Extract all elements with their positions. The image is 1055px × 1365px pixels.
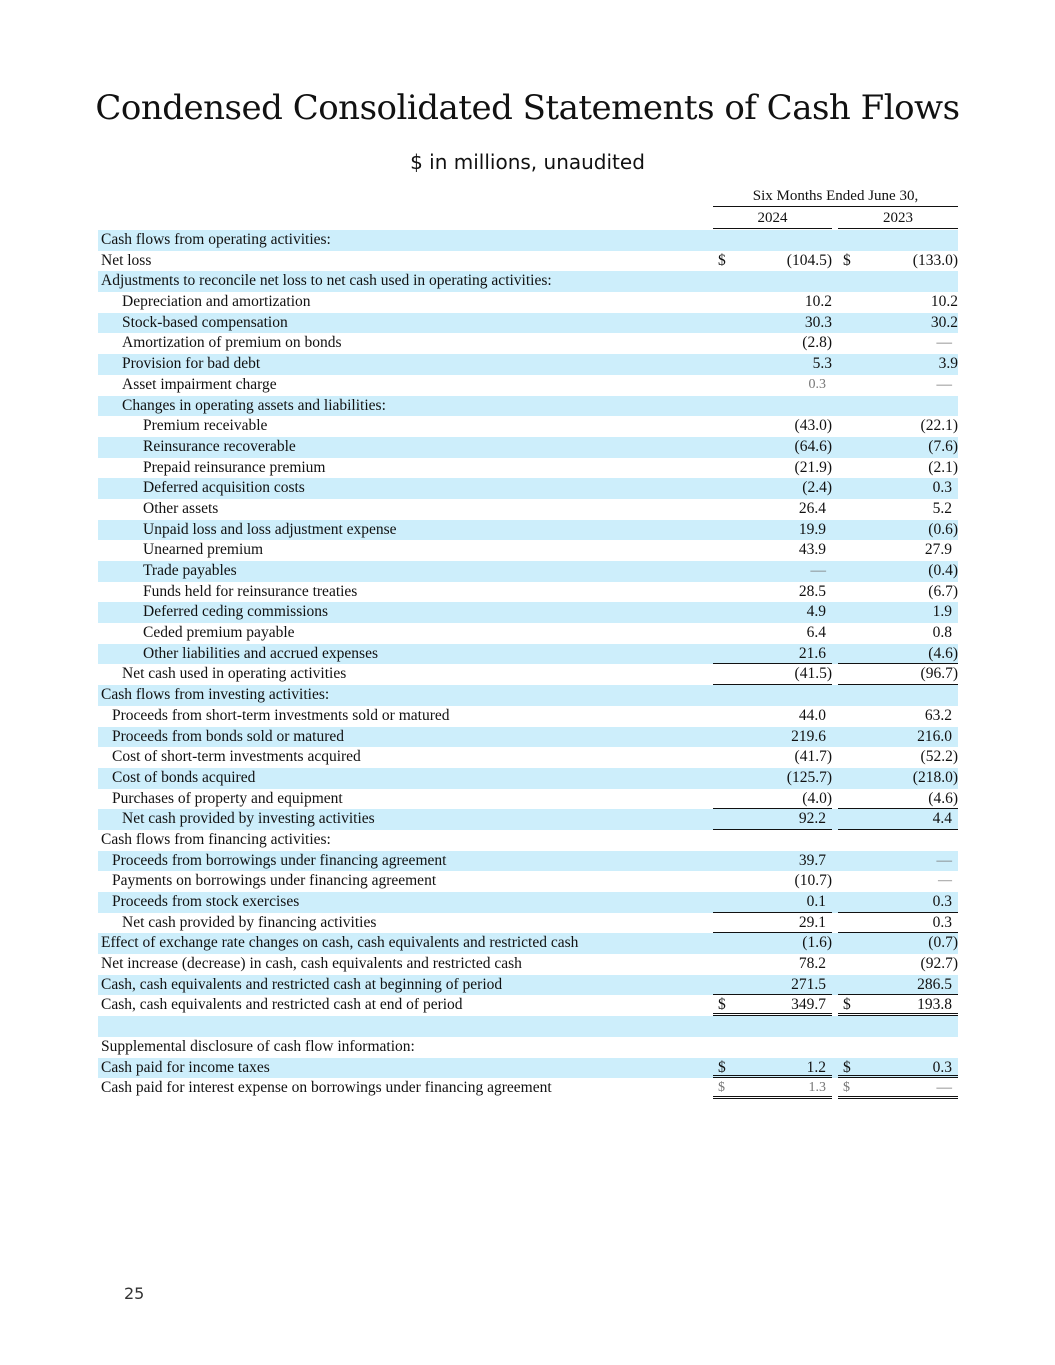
row-label: Net cash used in operating activities <box>122 665 347 683</box>
row-label: Deferred ceding commissions <box>143 603 329 621</box>
row-label: Premium receivable <box>143 417 268 435</box>
value-2023: (4.6) <box>928 644 958 662</box>
row-label: Net cash provided by financing activities <box>122 913 377 931</box>
table-row <box>98 437 958 458</box>
value-2023: (7.6) <box>928 437 958 455</box>
value-2023: 0.3 <box>932 479 952 497</box>
value-2024: (41.5) <box>794 665 832 683</box>
subsection-header-adjustments <box>98 271 958 292</box>
dollar-sign: $ <box>718 1080 725 1096</box>
value-2023: 30.2 <box>930 313 958 331</box>
value-2023: (22.1) <box>920 417 958 435</box>
value-2024: 5.3 <box>812 355 832 373</box>
table-row <box>98 706 958 727</box>
value-2023: (0.6) <box>928 520 958 538</box>
year-header-2024: 2024 <box>713 208 832 229</box>
table-row <box>98 520 958 541</box>
value-2024: 0.1 <box>806 893 826 910</box>
row-label: Proceeds from stock exercises <box>112 893 300 910</box>
value-2024: (64.6) <box>794 437 832 455</box>
value-2023: — <box>936 375 952 393</box>
dollar-sign: $ <box>718 1058 726 1076</box>
value-2024: 19.9 <box>798 520 826 538</box>
table-row <box>98 416 958 437</box>
value-2024: 39.7 <box>798 851 826 869</box>
value-2023: — <box>938 873 952 889</box>
value-2023: (218.0) <box>912 768 958 786</box>
value-2024: (10.7) <box>794 872 832 890</box>
table-row <box>98 292 958 313</box>
table-row <box>98 644 958 665</box>
value-2024: (41.7) <box>794 748 832 766</box>
value-2023: 216.0 <box>917 727 952 745</box>
value-2024: 21.6 <box>798 644 826 662</box>
value-2024: 1.3 <box>808 1080 826 1096</box>
value-2023: 0.3 <box>932 893 952 910</box>
value-2023: 1.9 <box>932 603 952 621</box>
table-row <box>98 458 958 479</box>
row-label: Proceeds from borrowings under financing agreement <box>112 851 447 869</box>
row-label: Payments on borrowings under financing agreement <box>112 872 437 890</box>
row-label: Net cash provided by investing activities <box>122 810 375 828</box>
value-2024: 219.6 <box>791 727 826 745</box>
table-row-ending-cash <box>98 995 958 1016</box>
table-row <box>98 789 958 810</box>
value-2024: 1.2 <box>806 1058 826 1076</box>
row-label: Provision for bad debt <box>122 355 261 373</box>
section-header-supplemental <box>98 1037 958 1058</box>
value-2024: 0.3 <box>808 376 826 392</box>
row-label: Cash paid for income taxes <box>101 1058 270 1076</box>
table-row-income-taxes <box>98 1058 958 1079</box>
value-2024: 10.2 <box>804 293 832 311</box>
value-2023: 63.2 <box>924 706 952 724</box>
value-2023: (92.7) <box>920 955 958 973</box>
value-2024: (125.7) <box>786 768 832 786</box>
section-header-investing <box>98 685 958 706</box>
value-2023: 10.2 <box>930 293 958 311</box>
row-label: Deferred acquisition costs <box>143 479 305 497</box>
table-row <box>98 892 958 913</box>
row-label: Adjustments to reconcile net loss to net cash used in operating activities: <box>101 272 552 290</box>
value-2023: 5.2 <box>932 499 952 517</box>
value-2023: — <box>936 334 952 352</box>
value-2023: (96.7) <box>920 665 958 683</box>
year-header-2023: 2023 <box>838 208 958 229</box>
row-label: Unearned premium <box>143 541 264 559</box>
value-2023: (52.2) <box>920 748 958 766</box>
value-2023: — <box>936 851 952 869</box>
value-2024: 78.2 <box>798 955 826 973</box>
table-row-net-loss <box>98 251 958 272</box>
period-header: Six Months Ended June 30, <box>713 186 958 207</box>
value-2024: 92.2 <box>798 810 826 828</box>
table-row <box>98 747 958 768</box>
value-2023: (133.0) <box>912 251 958 269</box>
row-label: Amortization of premium on bonds <box>122 334 342 352</box>
value-2024: 6.4 <box>806 624 826 642</box>
row-label: Ceded premium payable <box>143 624 295 642</box>
row-label: Changes in operating assets and liabilities: <box>122 396 386 414</box>
table-row <box>98 313 958 334</box>
table-row <box>98 623 958 644</box>
value-2023: 286.5 <box>917 975 952 993</box>
dollar-sign: $ <box>843 1058 851 1076</box>
section-header-financing <box>98 830 958 851</box>
page-title: Condensed Consolidated Statements of Cash Flows <box>95 88 960 128</box>
row-label: Stock-based compensation <box>122 313 288 331</box>
row-label: Other liabilities and accrued expenses <box>143 644 378 662</box>
dollar-sign: $ <box>718 251 726 269</box>
table-row <box>98 851 958 872</box>
value-2024: (21.9) <box>794 458 832 476</box>
row-label: Cash, cash equivalents and restricted cash at beginning of period <box>101 975 503 993</box>
row-label: Net loss <box>101 251 152 269</box>
value-2024: 30.3 <box>804 313 832 331</box>
subsection-header-changes <box>98 396 958 417</box>
table-row <box>98 561 958 582</box>
row-label: Purchases of property and equipment <box>112 789 343 807</box>
value-2023: 4.4 <box>932 810 952 828</box>
value-2024: 44.0 <box>798 706 826 724</box>
value-2024: — <box>810 562 826 579</box>
dollar-sign: $ <box>843 996 851 1014</box>
table-row <box>98 727 958 748</box>
value-2023: (4.6) <box>928 789 958 807</box>
dollar-sign: $ <box>718 996 726 1014</box>
row-label: Effect of exchange rate changes on cash, cash equivalents and restricted cash <box>101 934 579 952</box>
value-2024: 43.9 <box>798 541 826 559</box>
table-row <box>98 871 958 892</box>
cash-flow-table <box>98 230 958 1099</box>
row-label: Depreciation and amortization <box>122 293 311 311</box>
value-2024: (2.4) <box>802 479 832 497</box>
value-2023: (0.4) <box>928 562 958 579</box>
table-row <box>98 333 958 354</box>
row-label: Cash flows from operating activities: <box>101 231 331 248</box>
subtotal-row-financing <box>98 913 958 934</box>
row-label: Net increase (decrease) in cash, cash equivalents and restricted cash <box>101 955 522 973</box>
table-row <box>98 354 958 375</box>
table-row <box>98 768 958 789</box>
subtotal-row-operating <box>98 664 958 685</box>
value-2024: (104.5) <box>786 251 832 269</box>
table-row <box>98 540 958 561</box>
row-label: Proceeds from bonds sold or matured <box>112 727 345 745</box>
row-label: Cash flows from financing activities: <box>101 830 331 848</box>
table-row-exchange-effect <box>98 933 958 954</box>
value-2024: (2.8) <box>802 334 832 352</box>
table-row <box>98 582 958 603</box>
row-label: Cash, cash equivalents and restricted cash at end of period <box>101 996 463 1014</box>
row-label: Trade payables <box>143 562 237 579</box>
value-2023: (6.7) <box>928 582 958 600</box>
table-row-net-increase <box>98 954 958 975</box>
value-2024: 349.7 <box>791 996 826 1014</box>
subtotal-row-investing <box>98 809 958 830</box>
row-label: Reinsurance recoverable <box>143 437 296 455</box>
row-label: Other assets <box>143 499 219 517</box>
page-number: 25 <box>124 1284 145 1303</box>
dollar-sign: $ <box>843 1080 850 1096</box>
dollar-sign: $ <box>843 251 851 269</box>
value-2023: — <box>936 1079 952 1097</box>
value-2023: 3.9 <box>938 355 958 373</box>
table-row <box>98 499 958 520</box>
value-2023: (0.7) <box>928 934 958 952</box>
section-header-operating <box>98 230 958 251</box>
value-2024: 271.5 <box>791 975 826 993</box>
row-label: Proceeds from short-term investments sold or matured <box>112 706 450 724</box>
value-2024: (43.0) <box>794 417 832 435</box>
value-2024: (4.0) <box>802 789 832 807</box>
value-2024: 28.5 <box>798 582 826 600</box>
row-label: Cash flows from investing activities: <box>101 686 330 704</box>
row-label: Unpaid loss and loss adjustment expense <box>143 520 397 538</box>
spacer-row <box>98 1016 958 1037</box>
table-row <box>98 375 958 396</box>
page-subtitle: $ in millions, unaudited <box>410 150 645 174</box>
table-row-interest-expense <box>98 1078 958 1099</box>
value-2023: (2.1) <box>928 458 958 476</box>
value-2024: 4.9 <box>806 603 826 621</box>
row-label: Cash paid for interest expense on borrowings under financing agreement <box>101 1079 552 1097</box>
table-row-beginning-cash <box>98 975 958 996</box>
table-row <box>98 478 958 499</box>
value-2023: 0.3 <box>932 913 952 931</box>
row-label: Funds held for reinsurance treaties <box>143 582 358 600</box>
row-label: Cost of bonds acquired <box>112 768 256 786</box>
table-row <box>98 602 958 623</box>
value-2023: 27.9 <box>924 541 952 559</box>
value-2024: 29.1 <box>798 913 826 931</box>
value-2024: 26.4 <box>798 499 826 517</box>
value-2023: 0.8 <box>932 624 952 642</box>
row-label: Asset impairment charge <box>122 375 277 393</box>
row-label: Prepaid reinsurance premium <box>143 458 326 476</box>
row-label: Cost of short-term investments acquired <box>112 748 361 766</box>
row-label: Supplemental disclosure of cash flow information: <box>101 1037 415 1055</box>
value-2024: (1.6) <box>802 934 832 952</box>
value-2023: 193.8 <box>917 996 952 1014</box>
value-2023: 0.3 <box>932 1058 952 1076</box>
